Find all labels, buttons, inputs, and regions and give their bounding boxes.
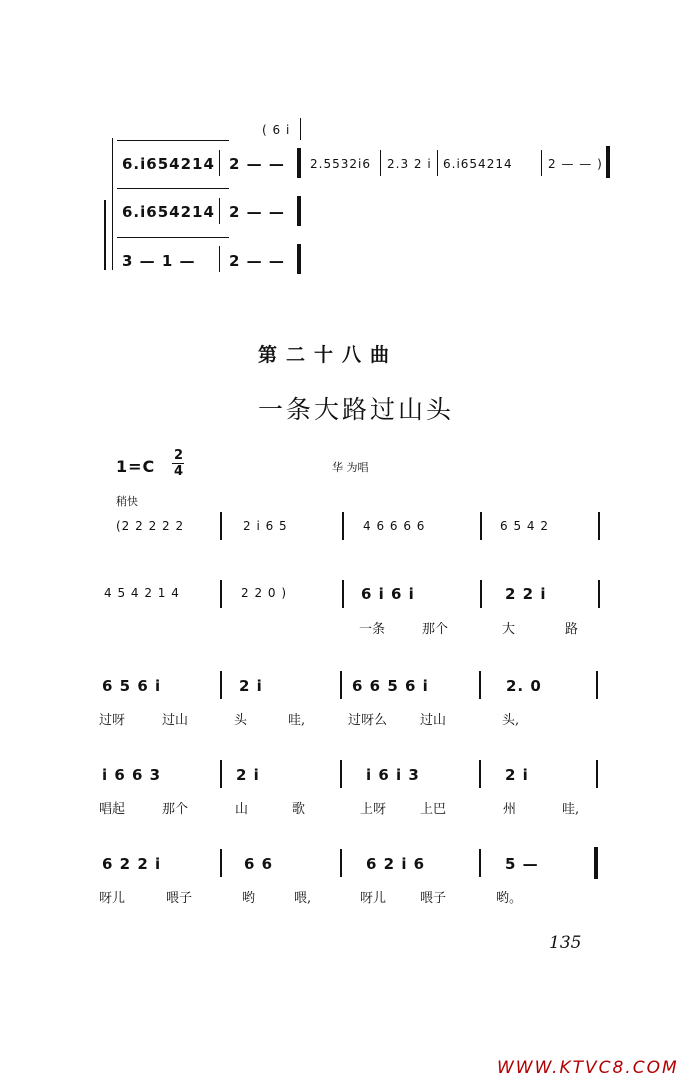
lyric: 喂子 (420, 891, 447, 906)
barline (219, 198, 220, 224)
lyric: 头, (502, 713, 520, 728)
watermark: WWW.KTVC8.COM (497, 1058, 679, 1078)
measure: 4 6 6 6 6 (363, 519, 426, 533)
measure: 6 6 5 6 i (352, 677, 429, 695)
measure: 2 i (239, 677, 263, 695)
measure: 2 i 6 5 (243, 519, 288, 533)
measure: 5 — (505, 855, 539, 873)
barline (340, 849, 342, 877)
double-barline (297, 244, 301, 274)
barline (596, 760, 598, 788)
lyric: 过呀么 (348, 713, 388, 728)
measure: (2 2 2 2 2 (116, 519, 185, 533)
row1-end: 2 — — (229, 155, 285, 173)
song-number-title: 第二十八曲 (258, 344, 399, 366)
barline (340, 671, 342, 699)
double-barline (297, 148, 301, 178)
lyric: 唱起 (99, 802, 126, 817)
barline (479, 760, 481, 788)
double-barline (297, 196, 301, 226)
continuation-m4: 2 — — ) (548, 157, 603, 171)
slur (117, 188, 229, 189)
lyric: 喂子 (166, 891, 193, 906)
barline (480, 580, 482, 608)
lyric: 州 (503, 802, 517, 817)
measure: 2 2 0 ) (241, 586, 288, 600)
measure: i 6 6 3 (102, 766, 162, 784)
barline (219, 150, 220, 176)
row1-notes: 6.i654214 (122, 155, 215, 173)
barline (219, 246, 220, 272)
lyric: 大 (502, 622, 516, 637)
measure: 2 i (236, 766, 260, 784)
lyric: 上巴 (420, 802, 447, 817)
lyric: 山 (235, 802, 249, 817)
row2-end: 2 — — (229, 203, 285, 221)
final-barline (606, 146, 610, 178)
measure: 2. 0 (506, 677, 542, 695)
measure: 6 5 6 i (102, 677, 162, 695)
lyric: 过山 (162, 713, 189, 728)
continuation-m3: 6.i654214 (443, 157, 513, 171)
lyric: 过山 (420, 713, 447, 728)
barline (300, 118, 301, 140)
time-signature-top: 2 (174, 448, 185, 463)
lyric: 头 (234, 713, 248, 728)
barline (220, 849, 222, 877)
measure: 4 5 4 2 1 4 (104, 586, 180, 600)
barline (342, 512, 344, 540)
barline (541, 150, 542, 176)
barline (380, 150, 381, 176)
barline (479, 671, 481, 699)
time-signature-bottom: 4 (174, 464, 185, 479)
system-bracket (104, 200, 106, 270)
measure: 2 i (505, 766, 529, 784)
lyric: 喂, (294, 891, 312, 906)
row3-end: 2 — — (229, 252, 285, 270)
barline (598, 580, 600, 608)
lyric: 哇, (288, 713, 306, 728)
lyric: 一条 (359, 622, 386, 637)
barline (342, 580, 344, 608)
barline (479, 849, 481, 877)
key-signature: 1=C (116, 457, 156, 476)
measure: 6 6 (244, 855, 274, 873)
barline (220, 760, 222, 788)
measure: 6 5 4 2 (500, 519, 549, 533)
barline (598, 512, 600, 540)
measure: 6 i 6 i (361, 585, 415, 603)
tempo-marking: 稍快 (116, 495, 138, 508)
lyric: 那个 (422, 622, 449, 637)
singer-credit: 华 为唱 (332, 461, 369, 474)
bracket-notes: ( 6 i (262, 123, 291, 137)
barline (220, 512, 222, 540)
final-barline (594, 847, 598, 879)
lyric: 过呀 (99, 713, 126, 728)
lyric: 哇, (562, 802, 580, 817)
continuation-m1: 2.5532i6 (310, 157, 371, 171)
song-title: 一条大路过山头 (258, 395, 455, 424)
barline (437, 150, 438, 176)
lyric: 呀儿 (99, 891, 126, 906)
barline (220, 671, 222, 699)
slur (117, 140, 229, 141)
measure: 6 2 2 i (102, 855, 162, 873)
barline (340, 760, 342, 788)
lyric: 歌 (292, 802, 306, 817)
system-line (112, 138, 113, 270)
measure: 2 2 i (505, 585, 547, 603)
slur (117, 237, 229, 238)
measure: i 6 i 3 (366, 766, 420, 784)
row2-notes: 6.i654214 (122, 203, 215, 221)
row3-notes: 3 — 1 — (122, 252, 196, 270)
lyric: 上呀 (360, 802, 387, 817)
lyric: 路 (565, 622, 579, 637)
lyric: 哟。 (496, 891, 523, 906)
lyric: 呀儿 (360, 891, 387, 906)
lyric: 哟 (242, 891, 256, 906)
barline (220, 580, 222, 608)
lyric: 那个 (162, 802, 189, 817)
measure: 6 2 i 6 (366, 855, 426, 873)
barline (480, 512, 482, 540)
barline (596, 671, 598, 699)
continuation-m2: 2.3 2 i (387, 157, 432, 171)
page-number: 135 (549, 933, 582, 953)
